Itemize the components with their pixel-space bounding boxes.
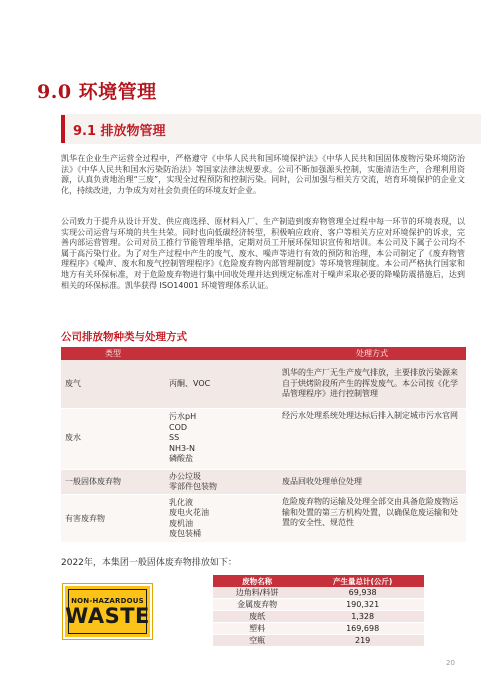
table-row [213,611,424,623]
waste-item: 办公垃圾 [169,471,201,481]
waste-items [165,469,278,495]
header-items [165,347,278,360]
waste-item: NH3-N [169,443,195,453]
waste-type: 废水 [61,408,165,469]
method-text: 废品回收处理单位处理 [282,476,362,486]
header-waste-name: 废物名称 [213,575,301,587]
header-type: 类型 [61,347,165,360]
method-text: 凯华的生产厂无生产废气排放，主要排放污染源来自于烘烤阶段所产生的挥发废气。本公司按《化学品管理程序》进行控制管理 [282,368,458,398]
waste-amount: 169,698 [301,623,424,635]
section-title: 9.1 排放物管理 [73,124,166,139]
non-hazardous-waste-sign-icon [63,584,152,639]
table-row [213,599,424,611]
header-waste-amount: 产生量总计(公斤) [301,575,424,587]
waste-method [278,360,466,408]
waste-type: 有害废弃物 [61,495,165,543]
method-text: 经污水处理系统处理达标后排入制定城市污水官网 [282,410,458,420]
sign-border [65,589,150,634]
waste-items [165,495,278,543]
qty-table-header-row [213,575,424,587]
waste-item: 废包装桶 [169,529,201,539]
waste-types-table [61,347,466,543]
waste-name: 边角料/料饼 [213,587,301,599]
waste-name: 空瓶 [213,635,301,647]
sign-line1: NON-HAZARDOUS [71,596,144,605]
waste-item: 磷酸盐 [169,454,193,464]
waste-items [165,408,278,469]
waste-type: 废气 [61,360,165,408]
waste-item: 乳化液 [169,498,193,507]
table-row [213,635,424,647]
waste-method [278,408,466,469]
waste-amount: 69,938 [301,587,424,599]
waste-item: 废电火花油 [169,508,209,518]
waste-amount: 1,328 [301,611,424,623]
waste-method [278,495,466,543]
page-number: 20 [446,659,455,667]
waste-table-header-row [61,347,466,360]
policy-paragraph: 公司致力于提升从设计开发、供应商选择、原材料入厂、生产制造到废弃物管理全过程中每一环节的环境表现，以实现公司运营与环境的共生共荣。同时也向低碳经济转型，积极响应政府、客户等相关方应对环境保护的诉求，完善内部运营管理。公司对员工推行节能管理举措，定期对员工开展环保知识宣传和培训。本公司及下属子公司均不属于高污染行业。为了对生产过程中产生的废气、废水、噪声等进行有效的预防和治理，本公司制定了《废弃物管理程序》《噪声、废水和废气控制管理程序》《危险废弃物内部管理制度》等环境管理制度。本公司严格执行国家和地方有关环保标准，对于危险废弃物进行集中回收处理并达到规定标准对于噪声采取必要的降噪防震措施后，达到相关的环保标准。凯华获得 ISO14001 环境管理体系认证。 [61,217,465,290]
waste-name: 废纸 [213,611,301,623]
waste-item: COD [169,422,188,432]
table-row [61,469,466,495]
waste-item: 废机油 [169,518,193,528]
waste-item: SS [169,433,180,443]
waste-method [278,469,466,495]
table-row [213,587,424,599]
sign-line2: WASTE [65,603,150,628]
table-row [213,623,424,635]
section-accent-bar [61,115,65,143]
waste-amount: 219 [301,635,424,647]
header-method: 处理方式 [278,347,466,360]
waste-type: 一般固体废弃物 [61,469,165,495]
waste-item: 零部件包装物 [169,481,217,491]
method-text: 危险废弃物的运输及处理全部交由具备危险废物运输和处置的第三方机构处置，以确保危废运输和处置的安全性、规范性 [282,497,458,528]
waste-table-title: 公司排放物种类与处理方式 [61,331,187,343]
waste-name: 塑料 [213,623,301,635]
waste-amount: 190,321 [301,599,424,611]
table-row [61,360,466,408]
general-waste-table [213,575,424,647]
waste-item: 污水pH [169,412,197,422]
waste-name: 金属废弃物 [213,599,301,611]
table-row [61,495,466,543]
waste-items [165,360,278,408]
waste-item: 丙酮、VOC [169,378,211,388]
page-title: 9.0 环境管理 [37,81,157,103]
general-waste-intro: 2022年，本集团一般固体废弃物排放如下： [61,558,237,568]
intro-paragraph: 凯华在企业生产运营全过程中，严格遵守《中华人民共和国环境保护法》《中华人民共和国固体废物污染环境防治法》《中华人民共和国水污染防治法》等国家法律法规要求。公司不断加强源头控制，实施清洁生产，合理利用资源，认真负责地治理“三废”，实现全过程预防和控制污染。同时，公司加强与相关方交流，培育环境保护的企业文化，持续改进，力争成为对社会负责任的环境友好企业。 [61,154,465,195]
table-row [61,408,466,469]
